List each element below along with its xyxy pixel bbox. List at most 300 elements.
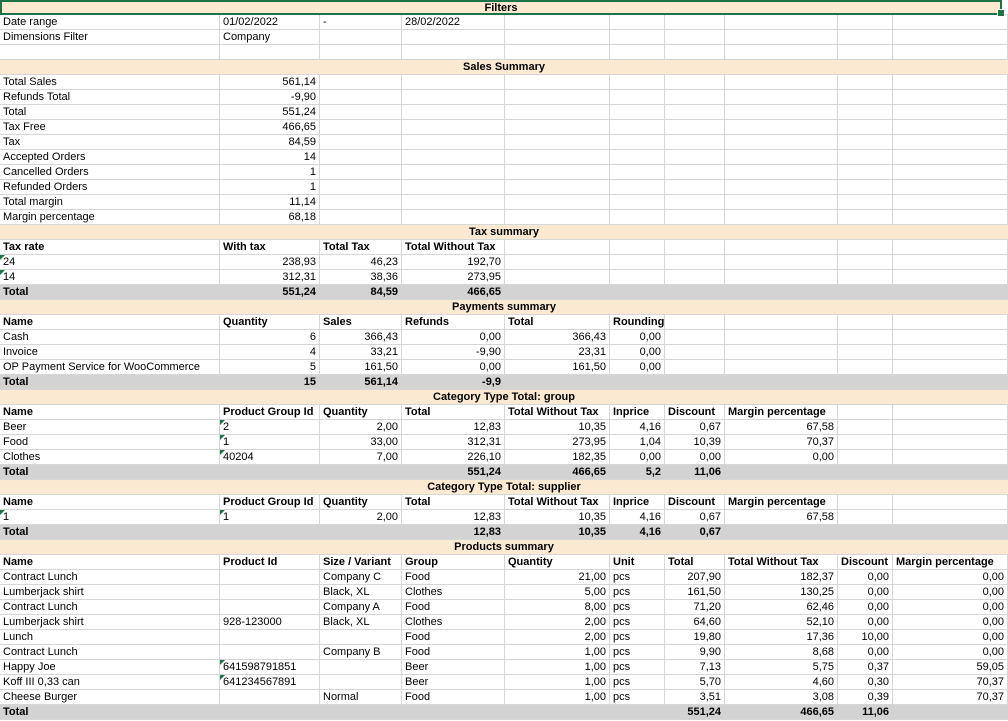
cell[interactable]	[725, 375, 838, 389]
cell[interactable]	[220, 195, 320, 209]
cell[interactable]	[505, 270, 610, 284]
cell[interactable]	[320, 375, 402, 389]
cell[interactable]	[893, 615, 1008, 629]
cell[interactable]	[838, 90, 893, 104]
cell[interactable]	[320, 645, 402, 659]
cell[interactable]	[402, 195, 505, 209]
cell[interactable]	[0, 315, 220, 329]
cell[interactable]	[610, 585, 665, 599]
cell[interactable]	[610, 90, 665, 104]
cell[interactable]	[0, 165, 220, 179]
cell[interactable]	[220, 255, 320, 269]
cell[interactable]	[838, 135, 893, 149]
cell[interactable]	[838, 510, 893, 524]
cell[interactable]	[320, 135, 402, 149]
cell[interactable]	[220, 315, 320, 329]
cell[interactable]	[665, 525, 725, 539]
cell[interactable]	[610, 180, 665, 194]
cell[interactable]	[320, 105, 402, 119]
cell[interactable]	[402, 585, 505, 599]
cell[interactable]	[505, 345, 610, 359]
cell[interactable]	[402, 240, 505, 254]
cell[interactable]	[893, 375, 1008, 389]
cell[interactable]	[838, 690, 893, 704]
cell[interactable]	[0, 360, 220, 374]
cell[interactable]	[838, 570, 893, 584]
cell[interactable]	[220, 345, 320, 359]
cell[interactable]	[893, 330, 1008, 344]
cell[interactable]	[505, 645, 610, 659]
cell[interactable]	[220, 45, 320, 59]
cell[interactable]	[893, 435, 1008, 449]
cell[interactable]	[665, 585, 725, 599]
cell[interactable]	[320, 360, 402, 374]
cell[interactable]	[505, 465, 610, 479]
cell[interactable]	[505, 90, 610, 104]
cell[interactable]	[893, 30, 1008, 44]
cell[interactable]	[0, 495, 220, 509]
cell[interactable]	[0, 615, 220, 629]
cell[interactable]	[893, 705, 1008, 719]
cell[interactable]	[505, 165, 610, 179]
cell[interactable]	[610, 135, 665, 149]
cell[interactable]	[320, 240, 402, 254]
cell[interactable]	[725, 690, 838, 704]
cell[interactable]	[838, 285, 893, 299]
cell[interactable]	[505, 285, 610, 299]
cell[interactable]	[0, 285, 220, 299]
cell[interactable]	[402, 315, 505, 329]
cell[interactable]	[665, 120, 725, 134]
cell[interactable]	[610, 45, 665, 59]
cell[interactable]	[665, 285, 725, 299]
cell[interactable]	[0, 150, 220, 164]
cell[interactable]	[893, 255, 1008, 269]
cell[interactable]	[610, 240, 665, 254]
cell[interactable]	[0, 690, 220, 704]
cell[interactable]	[725, 75, 838, 89]
cell[interactable]	[610, 345, 665, 359]
cell[interactable]	[610, 75, 665, 89]
cell[interactable]	[665, 435, 725, 449]
cell[interactable]	[725, 495, 838, 509]
cell[interactable]	[402, 135, 505, 149]
cell[interactable]	[320, 690, 402, 704]
cell[interactable]	[220, 510, 320, 524]
cell[interactable]	[725, 435, 838, 449]
cell[interactable]	[402, 465, 505, 479]
cell[interactable]	[402, 615, 505, 629]
cell[interactable]	[725, 240, 838, 254]
cell[interactable]	[320, 75, 402, 89]
cell[interactable]	[725, 585, 838, 599]
cell[interactable]	[665, 75, 725, 89]
cell[interactable]	[725, 30, 838, 44]
cell[interactable]	[0, 120, 220, 134]
cell[interactable]	[610, 165, 665, 179]
cell[interactable]	[725, 405, 838, 419]
cell[interactable]	[505, 660, 610, 674]
cell[interactable]	[610, 555, 665, 569]
cell[interactable]	[665, 15, 725, 29]
cell[interactable]	[725, 465, 838, 479]
cell[interactable]	[665, 135, 725, 149]
cell[interactable]	[402, 450, 505, 464]
cell[interactable]	[320, 315, 402, 329]
cell[interactable]	[665, 90, 725, 104]
cell[interactable]	[838, 435, 893, 449]
cell[interactable]	[893, 405, 1008, 419]
cell[interactable]	[0, 330, 220, 344]
cell[interactable]	[320, 570, 402, 584]
cell[interactable]	[893, 135, 1008, 149]
cell[interactable]	[725, 705, 838, 719]
cell[interactable]	[665, 45, 725, 59]
cell[interactable]	[838, 645, 893, 659]
cell[interactable]	[320, 420, 402, 434]
cell[interactable]	[220, 525, 320, 539]
cell[interactable]	[725, 195, 838, 209]
cell[interactable]	[838, 15, 893, 29]
cell[interactable]	[610, 270, 665, 284]
cell[interactable]	[893, 585, 1008, 599]
cell[interactable]	[610, 405, 665, 419]
cell[interactable]	[725, 570, 838, 584]
cell[interactable]	[0, 345, 220, 359]
cell[interactable]	[220, 330, 320, 344]
cell[interactable]	[320, 270, 402, 284]
cell[interactable]	[320, 255, 402, 269]
cell[interactable]	[220, 180, 320, 194]
cell[interactable]	[838, 405, 893, 419]
cell[interactable]	[838, 525, 893, 539]
cell[interactable]	[0, 660, 220, 674]
cell[interactable]	[0, 420, 220, 434]
cell[interactable]	[665, 105, 725, 119]
cell[interactable]	[220, 600, 320, 614]
cell[interactable]	[725, 450, 838, 464]
cell[interactable]	[610, 570, 665, 584]
cell[interactable]	[725, 15, 838, 29]
cell[interactable]	[893, 420, 1008, 434]
cell[interactable]	[725, 90, 838, 104]
cell[interactable]	[220, 615, 320, 629]
cell[interactable]	[893, 630, 1008, 644]
cell[interactable]	[893, 45, 1008, 59]
cell[interactable]	[0, 255, 220, 269]
cell[interactable]	[220, 450, 320, 464]
cell[interactable]	[838, 585, 893, 599]
cell[interactable]	[725, 600, 838, 614]
cell[interactable]	[665, 630, 725, 644]
cell[interactable]	[505, 315, 610, 329]
cell[interactable]	[320, 45, 402, 59]
cell[interactable]	[402, 645, 505, 659]
cell[interactable]	[505, 435, 610, 449]
cell[interactable]	[838, 105, 893, 119]
cell[interactable]	[505, 375, 610, 389]
cell[interactable]	[402, 405, 505, 419]
cell[interactable]	[665, 150, 725, 164]
cell[interactable]	[402, 495, 505, 509]
cell[interactable]	[402, 570, 505, 584]
section-title[interactable]: Tax summary	[468, 226, 540, 238]
cell[interactable]	[320, 30, 402, 44]
cell[interactable]	[610, 600, 665, 614]
cell[interactable]	[320, 600, 402, 614]
cell[interactable]	[505, 570, 610, 584]
cell[interactable]	[665, 705, 725, 719]
cell[interactable]	[665, 465, 725, 479]
cell[interactable]	[893, 210, 1008, 224]
cell[interactable]	[893, 660, 1008, 674]
cell[interactable]	[220, 675, 320, 689]
section-title[interactable]: Category Type Total: supplier	[427, 481, 581, 493]
cell[interactable]	[725, 150, 838, 164]
cell[interactable]	[725, 645, 838, 659]
cell[interactable]	[610, 315, 665, 329]
cell[interactable]	[838, 360, 893, 374]
cell[interactable]	[893, 180, 1008, 194]
cell[interactable]	[505, 240, 610, 254]
cell[interactable]	[220, 90, 320, 104]
cell[interactable]	[0, 375, 220, 389]
cell[interactable]	[665, 660, 725, 674]
cell[interactable]	[402, 630, 505, 644]
cell[interactable]	[893, 690, 1008, 704]
cell[interactable]	[665, 615, 725, 629]
cell[interactable]	[893, 150, 1008, 164]
cell[interactable]	[893, 195, 1008, 209]
cell[interactable]	[220, 135, 320, 149]
cell[interactable]	[402, 210, 505, 224]
cell[interactable]	[402, 120, 505, 134]
cell[interactable]	[610, 690, 665, 704]
cell[interactable]	[665, 195, 725, 209]
cell[interactable]	[0, 600, 220, 614]
cell[interactable]	[402, 510, 505, 524]
cell[interactable]	[838, 630, 893, 644]
cell[interactable]	[505, 705, 610, 719]
cell[interactable]	[838, 210, 893, 224]
cell[interactable]	[220, 555, 320, 569]
cell[interactable]	[505, 555, 610, 569]
cell[interactable]	[893, 345, 1008, 359]
selected-merged-cell[interactable]	[0, 0, 1002, 15]
cell[interactable]	[220, 405, 320, 419]
cell[interactable]	[220, 585, 320, 599]
cell[interactable]	[610, 675, 665, 689]
cell[interactable]	[665, 30, 725, 44]
cell[interactable]	[505, 630, 610, 644]
cell[interactable]	[220, 105, 320, 119]
cell[interactable]	[838, 420, 893, 434]
cell[interactable]	[893, 165, 1008, 179]
cell[interactable]	[505, 615, 610, 629]
cell[interactable]	[725, 360, 838, 374]
cell[interactable]	[320, 615, 402, 629]
cell[interactable]	[838, 30, 893, 44]
cell[interactable]	[320, 465, 402, 479]
cell[interactable]	[725, 210, 838, 224]
cell[interactable]	[838, 615, 893, 629]
cell[interactable]	[893, 285, 1008, 299]
cell[interactable]	[838, 375, 893, 389]
cell[interactable]	[0, 30, 220, 44]
cell[interactable]	[320, 555, 402, 569]
cell[interactable]	[0, 450, 220, 464]
cell[interactable]	[220, 375, 320, 389]
cell[interactable]	[0, 705, 220, 719]
cell[interactable]	[402, 555, 505, 569]
cell[interactable]	[665, 450, 725, 464]
cell[interactable]	[320, 705, 402, 719]
cell[interactable]	[505, 525, 610, 539]
cell[interactable]	[402, 435, 505, 449]
cell[interactable]	[610, 630, 665, 644]
cell[interactable]	[725, 555, 838, 569]
cell[interactable]	[0, 90, 220, 104]
cell[interactable]	[838, 255, 893, 269]
cell[interactable]	[220, 15, 320, 29]
cell[interactable]	[665, 165, 725, 179]
cell[interactable]	[0, 435, 220, 449]
cell[interactable]	[402, 285, 505, 299]
cell[interactable]	[665, 240, 725, 254]
cell[interactable]	[220, 660, 320, 674]
cell[interactable]	[838, 600, 893, 614]
cell[interactable]	[665, 345, 725, 359]
cell[interactable]	[838, 495, 893, 509]
cell[interactable]	[893, 495, 1008, 509]
cell[interactable]	[0, 135, 220, 149]
cell[interactable]	[610, 450, 665, 464]
cell[interactable]	[220, 165, 320, 179]
cell[interactable]	[320, 180, 402, 194]
cell[interactable]	[0, 555, 220, 569]
cell[interactable]	[725, 615, 838, 629]
cell[interactable]	[505, 120, 610, 134]
cell[interactable]	[610, 285, 665, 299]
cell[interactable]	[220, 210, 320, 224]
cell[interactable]	[402, 600, 505, 614]
cell[interactable]	[220, 285, 320, 299]
cell[interactable]	[0, 585, 220, 599]
cell[interactable]	[220, 270, 320, 284]
cell[interactable]	[402, 150, 505, 164]
cell[interactable]	[893, 15, 1008, 29]
cell[interactable]	[838, 315, 893, 329]
cell[interactable]	[220, 240, 320, 254]
cell[interactable]	[505, 150, 610, 164]
cell[interactable]	[725, 420, 838, 434]
cell[interactable]	[0, 525, 220, 539]
cell[interactable]	[893, 315, 1008, 329]
cell[interactable]	[220, 570, 320, 584]
cell[interactable]	[220, 420, 320, 434]
cell[interactable]	[0, 510, 220, 524]
cell[interactable]	[320, 210, 402, 224]
cell[interactable]	[725, 660, 838, 674]
cell[interactable]	[610, 195, 665, 209]
cell[interactable]	[725, 525, 838, 539]
cell[interactable]	[505, 255, 610, 269]
cell[interactable]	[0, 45, 220, 59]
cell[interactable]	[402, 330, 505, 344]
cell[interactable]	[838, 705, 893, 719]
cell[interactable]	[402, 705, 505, 719]
cell[interactable]	[0, 195, 220, 209]
cell[interactable]	[838, 270, 893, 284]
cell[interactable]	[320, 450, 402, 464]
cell[interactable]	[610, 525, 665, 539]
cell[interactable]	[665, 330, 725, 344]
cell[interactable]	[505, 105, 610, 119]
cell[interactable]	[665, 360, 725, 374]
cell[interactable]	[610, 495, 665, 509]
cell[interactable]	[505, 180, 610, 194]
cell[interactable]	[838, 165, 893, 179]
cell[interactable]	[610, 360, 665, 374]
cell[interactable]	[610, 15, 665, 29]
cell[interactable]	[893, 270, 1008, 284]
cell[interactable]	[893, 240, 1008, 254]
selection-fill-handle[interactable]	[997, 9, 1005, 17]
cell[interactable]	[0, 270, 220, 284]
cell[interactable]	[610, 435, 665, 449]
cell[interactable]	[838, 450, 893, 464]
cell[interactable]	[402, 345, 505, 359]
cell[interactable]	[0, 240, 220, 254]
cell[interactable]	[505, 195, 610, 209]
cell[interactable]	[838, 555, 893, 569]
cell[interactable]	[320, 660, 402, 674]
cell[interactable]	[665, 375, 725, 389]
cell[interactable]	[320, 495, 402, 509]
cell[interactable]	[505, 30, 610, 44]
cell[interactable]	[505, 405, 610, 419]
cell[interactable]	[725, 180, 838, 194]
cell[interactable]	[402, 660, 505, 674]
cell[interactable]	[838, 45, 893, 59]
cell[interactable]	[505, 450, 610, 464]
cell[interactable]	[893, 75, 1008, 89]
cell[interactable]	[893, 525, 1008, 539]
cell[interactable]	[893, 450, 1008, 464]
cell[interactable]	[220, 645, 320, 659]
cell[interactable]	[505, 675, 610, 689]
cell[interactable]	[220, 465, 320, 479]
cell[interactable]	[838, 150, 893, 164]
cell[interactable]	[838, 465, 893, 479]
cell[interactable]	[0, 180, 220, 194]
cell[interactable]	[0, 675, 220, 689]
cell[interactable]	[0, 645, 220, 659]
cell[interactable]	[402, 75, 505, 89]
cell[interactable]	[402, 105, 505, 119]
cell[interactable]	[610, 255, 665, 269]
cell[interactable]	[838, 75, 893, 89]
cell[interactable]	[402, 90, 505, 104]
cell[interactable]	[838, 660, 893, 674]
cell[interactable]	[320, 435, 402, 449]
cell[interactable]	[320, 405, 402, 419]
cell[interactable]	[320, 510, 402, 524]
cell[interactable]	[402, 525, 505, 539]
cell[interactable]	[0, 630, 220, 644]
cell[interactable]	[665, 645, 725, 659]
cell[interactable]	[893, 510, 1008, 524]
